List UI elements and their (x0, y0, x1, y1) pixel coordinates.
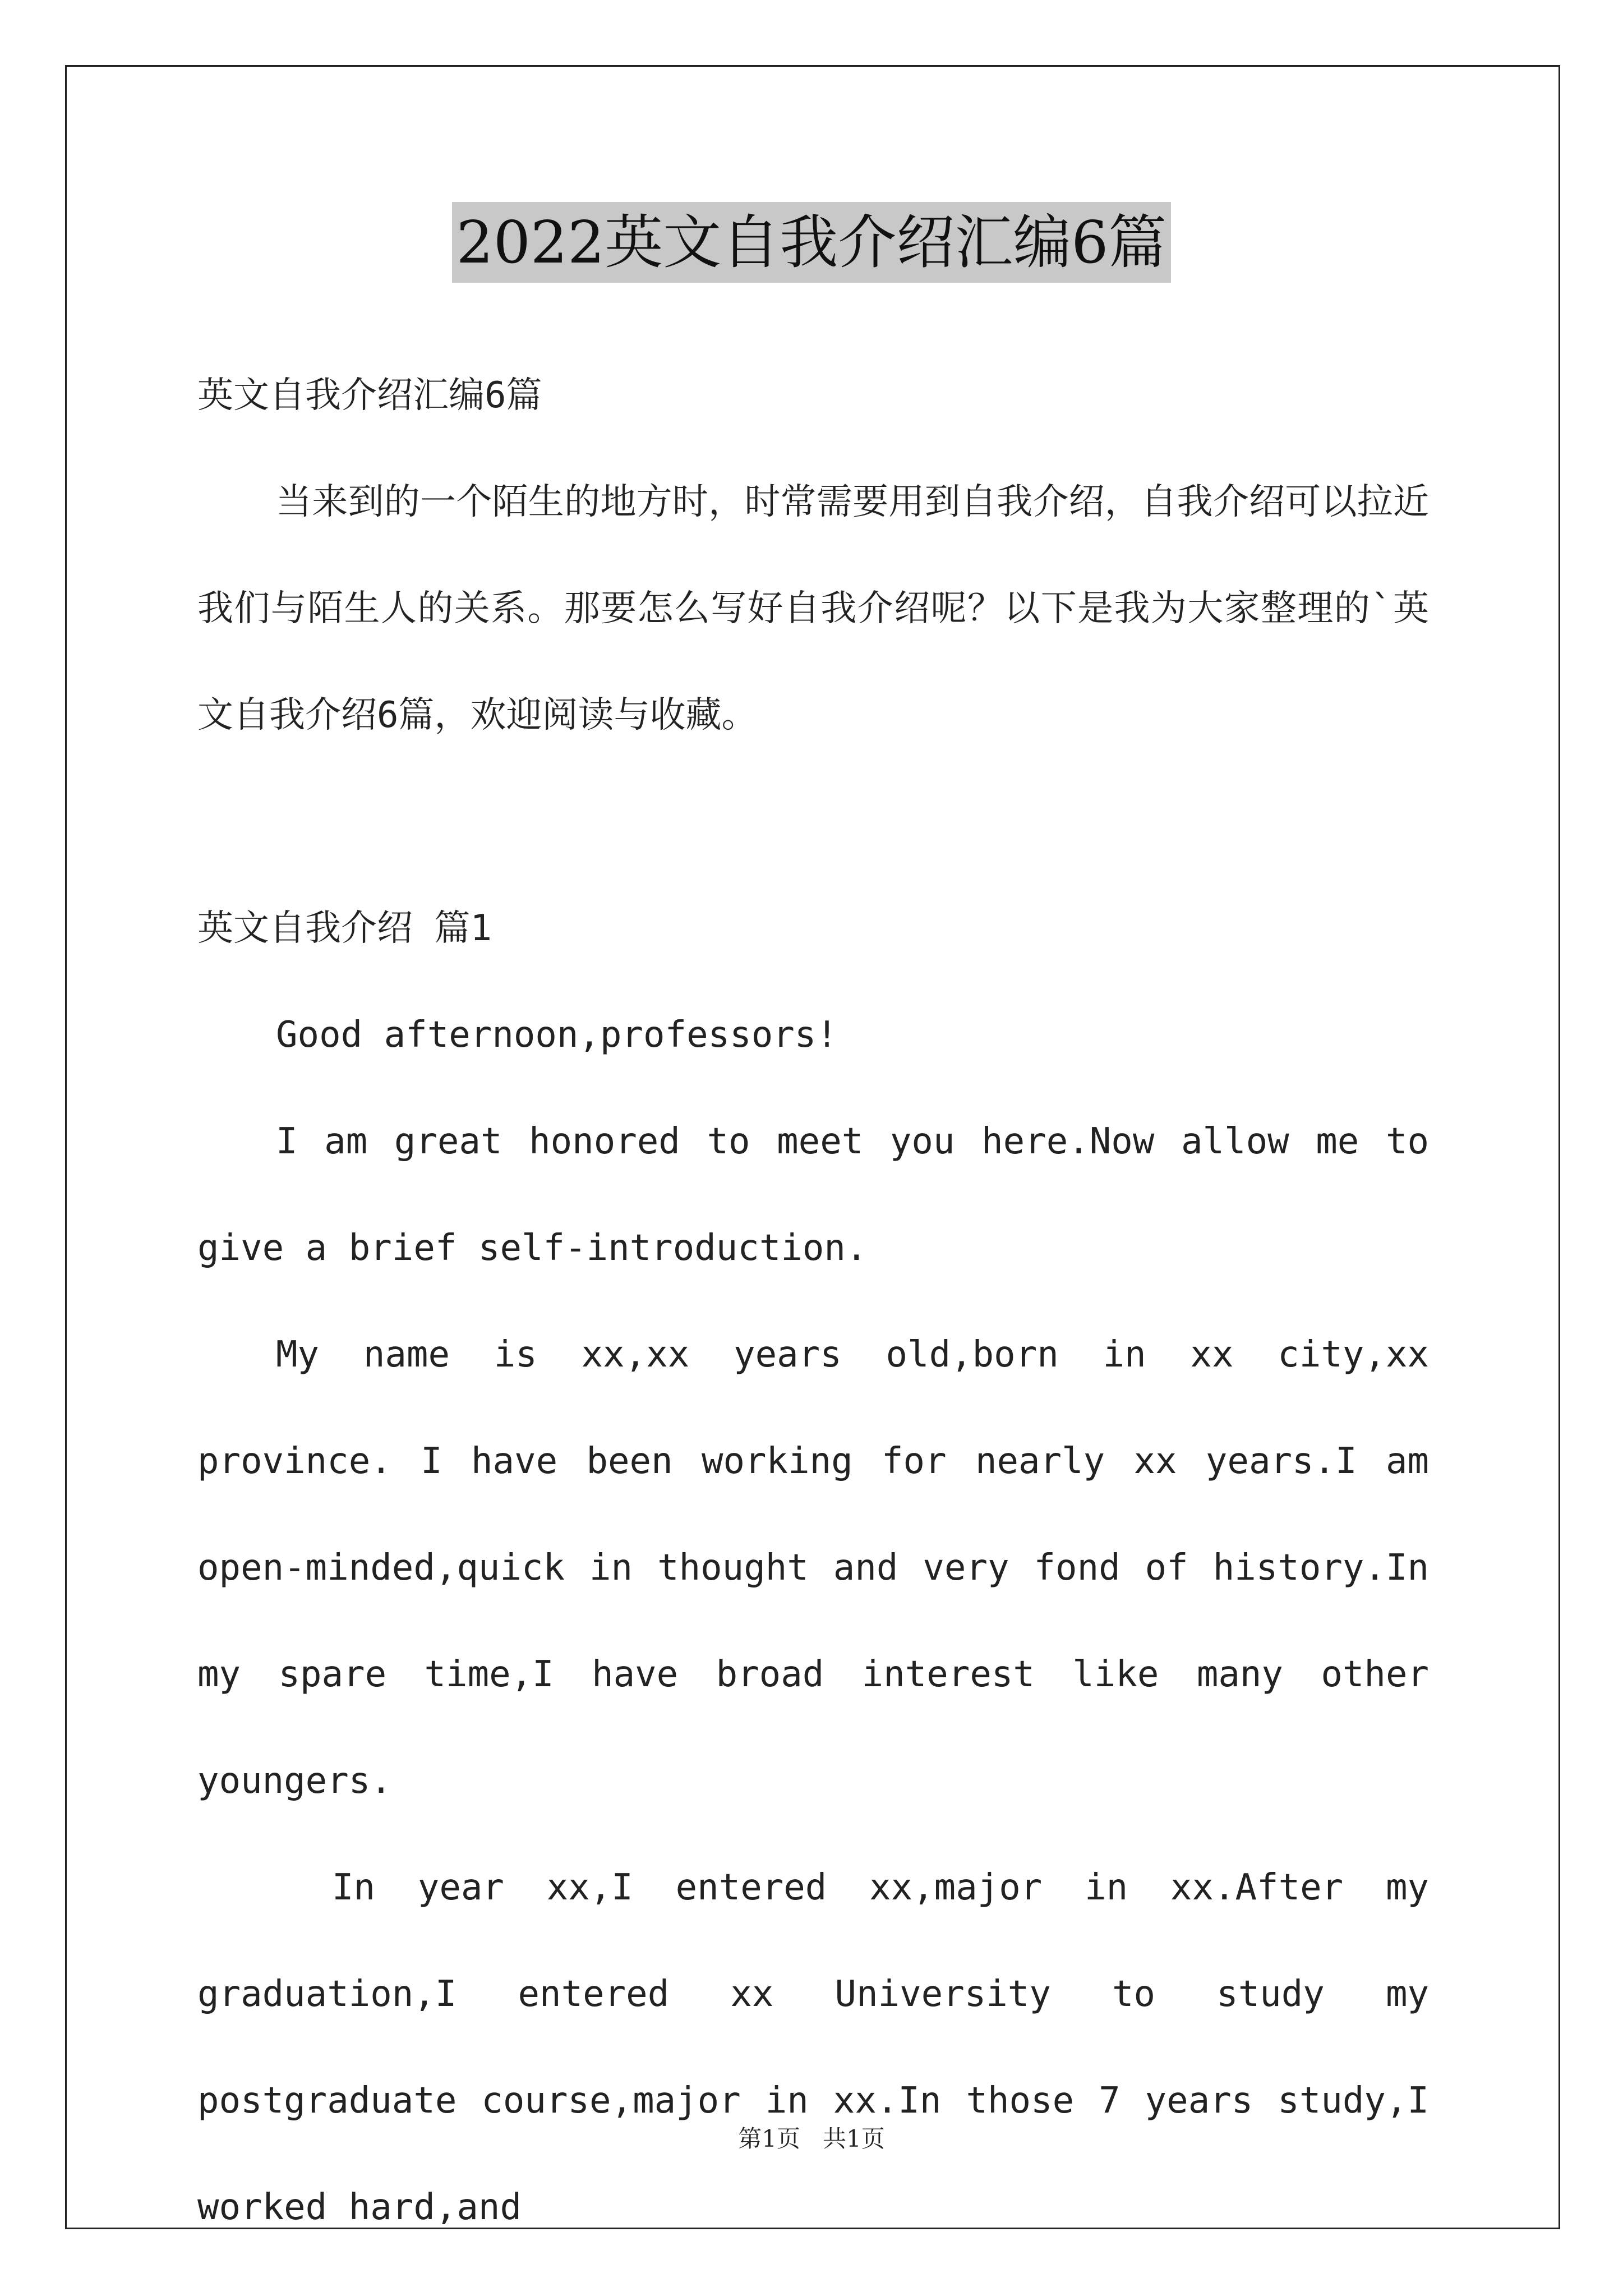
section-heading: 英文自我介绍 篇1 (197, 908, 492, 949)
page-total: 共1页 (823, 2125, 885, 2152)
page-number: 第1页 (738, 2125, 800, 2152)
title-container (0, 202, 1623, 283)
body-paragraph-greeting: Good afternoon,professors! (276, 1014, 838, 1056)
body-paragraph-name: My name is xx,xx years old,born in xx city,xx province. I have been working for nearly xx years.I am open-minded,quick in thought and very fond of history.In my spare time,I have broad interest like many other youngers. (197, 1334, 1429, 1802)
section-spacer (197, 769, 1429, 875)
document-title: 2022英文自我介绍汇编6篇 (452, 202, 1172, 283)
document-subtitle: 英文自我介绍汇编6篇 (197, 375, 542, 416)
body-paragraph-honored: I am great honored to meet you here.Now allow me to give a brief self-introduction. (197, 1121, 1429, 1269)
body-paragraph-education: In year xx,I entered xx,major in xx.After my graduation,I entered xx University to study my postgraduate course,major in xx.In those 7 years study,I worked hard,and (197, 1867, 1429, 2228)
document-body (197, 342, 1429, 2261)
intro-paragraph: 当来到的一个陌生的地方时，时常需要用到自我介绍，自我介绍可以拉近我们与陌生人的关系。那要怎么写好自我介绍呢？以下是我为大家整理的`英文自我介绍6篇，欢迎阅读与收藏。 (197, 481, 1429, 736)
page-footer (0, 2120, 1623, 2154)
